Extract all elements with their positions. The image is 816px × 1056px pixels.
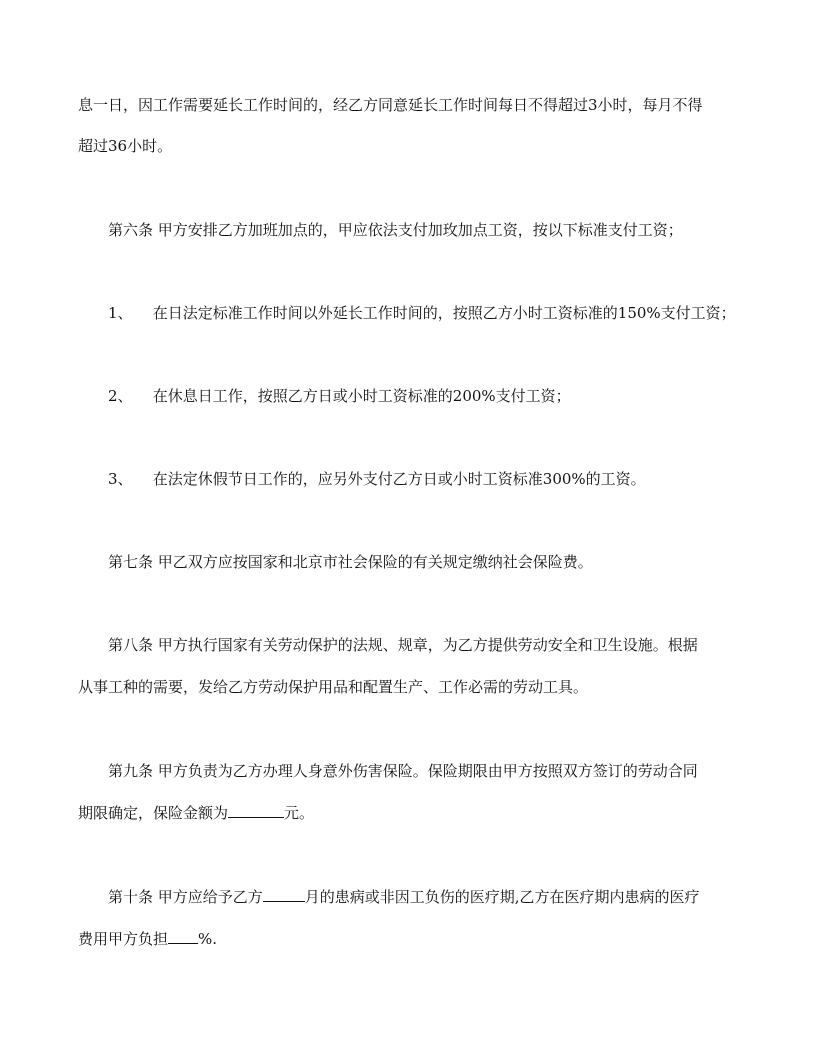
cost-percentage-blank — [168, 928, 198, 944]
text-segment: 月的患病或非因工负伤的医疗期,乙方在医疗期内患病的医疗 — [304, 888, 700, 906]
text-segment: %. — [198, 930, 218, 948]
article-10-line-2 — [78, 928, 217, 949]
article-6: 第六条 甲方安排乙方加班加点的，甲应依法支付加玫加点工资，按以下标准支付工资； — [108, 221, 683, 239]
item-text: 在休息日工作，按照乙方日或小时工资标准的200%支付工资； — [152, 387, 571, 405]
text-segment: 期限确定，保险金额为 — [78, 804, 229, 822]
article-6-item-3 — [108, 469, 646, 489]
insurance-amount-blank — [228, 802, 284, 818]
medical-period-blank — [263, 886, 305, 902]
item-number: 2、 — [108, 387, 133, 405]
article-9-line-1: 第九条 甲方负责为乙方办理人身意外伤害保险。保险期限由甲方按照双方签订的劳动合同 — [108, 762, 698, 780]
paragraph-continuation-line-1: 息一日，因工作需要延长工作时间的，经乙方同意延长工作时间每日不得超过3小时，每月不得 — [78, 96, 703, 114]
item-text: 在日法定标准工作时间以外延长工作时间的，按照乙方小时工资标准的150%支付工资； — [152, 304, 736, 322]
article-8-line-1: 第八条 甲方执行国家有关劳动保护的法规、规章，为乙方提供劳动安全和卫生设施。根据 — [108, 636, 698, 654]
text-segment: 费用甲方负担 — [78, 930, 169, 948]
paragraph-continuation-line-2: 超过36小时。 — [78, 137, 173, 155]
item-number: 1、 — [108, 304, 133, 322]
article-8-line-2: 从事工种的需要，发给乙方劳动保护用品和配置生产、工作必需的劳动工具。 — [78, 678, 589, 696]
item-number: 3、 — [108, 470, 133, 488]
text-segment: 第十条 甲方应给予乙方 — [108, 888, 263, 906]
article-6-item-1 — [108, 303, 736, 323]
article-7: 第七条 甲乙双方应按国家和北京市社会保险的有关规定缴纳社会保险费。 — [108, 553, 593, 571]
item-text: 在法定休假节日工作的，应另外支付乙方日或小时工资标准300%的工资。 — [152, 470, 646, 488]
article-9-line-2 — [78, 802, 314, 823]
article-6-item-2 — [108, 386, 571, 406]
text-segment: 元。 — [284, 804, 315, 822]
article-10-line-1 — [108, 886, 700, 907]
